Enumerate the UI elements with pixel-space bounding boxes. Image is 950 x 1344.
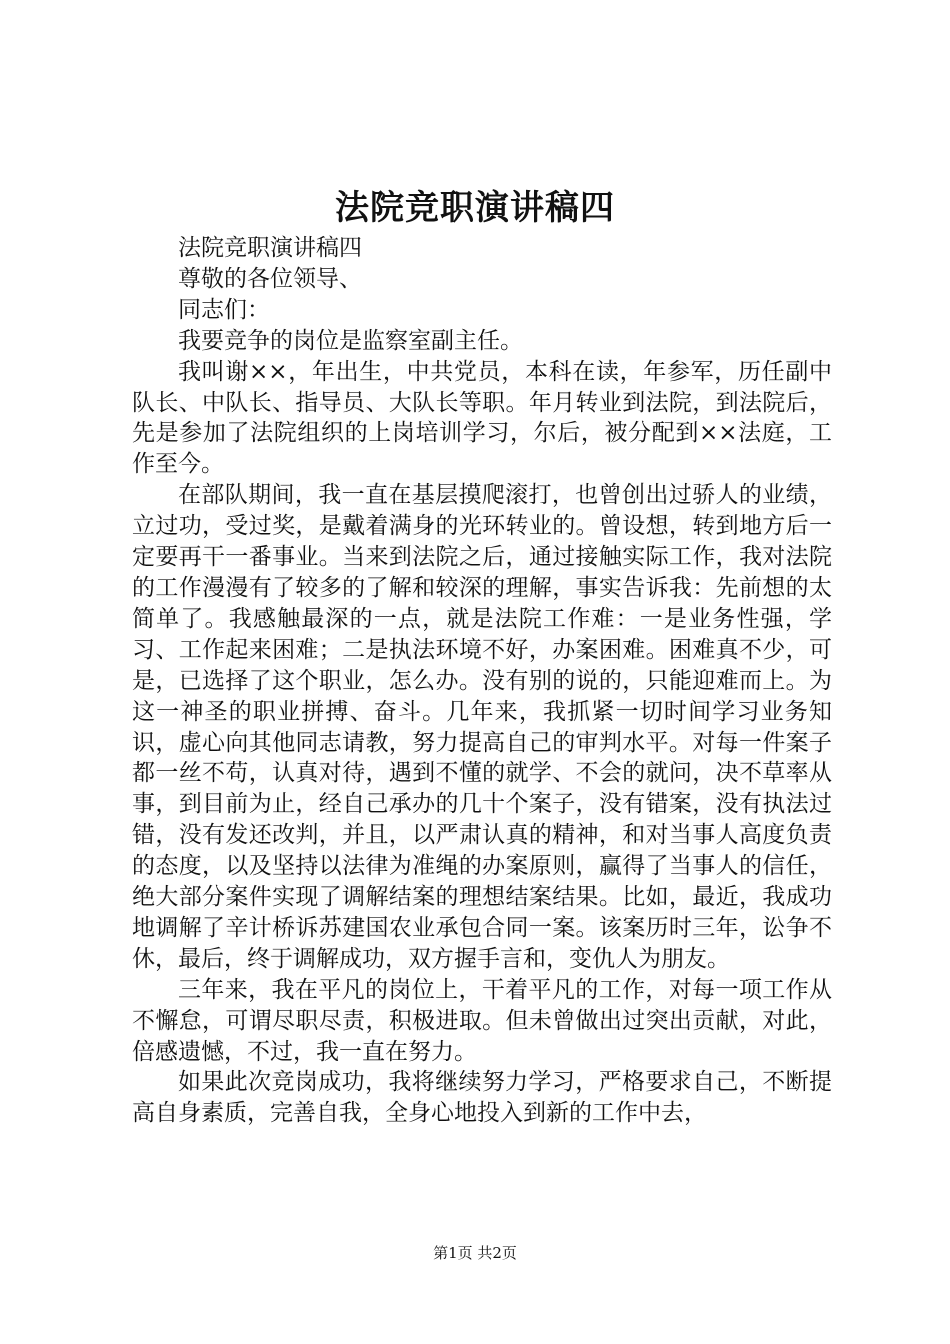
body-paragraph: 法院竞职演讲稿四	[178, 235, 362, 261]
body-paragraph: 我叫谢××，年出生，中共党员，本科在读，年参军，历任副中队长、中队长、指导员、大队长等职。年月转业到法院，到法院后，先是参加了法院组织的上岗培训学习，尔后，被分配到××法庭，工作至今。	[132, 358, 832, 478]
body-paragraph: 同志们：	[178, 296, 270, 323]
document-body	[132, 233, 832, 1129]
document-title: 法院竞职演讲稿四	[335, 188, 615, 228]
body-paragraph: 尊敬的各位领导、	[178, 265, 362, 292]
body-paragraph: 三年来，我在平凡的岗位上，干着平凡的工作，对每一项工作从不懈怠，可谓尽职尽责，积极进取。但未曾做出过突出贡献，对此，倍感遗憾，不过，我一直在努力。	[132, 976, 832, 1065]
page-footer: 第1页 共2页	[433, 1244, 517, 1262]
body-paragraph: 在部队期间，我一直在基层摸爬滚打，也曾创出过骄人的业绩，立过功，受过奖，是戴着满身的光环转业的。曾设想，转到地方后一定要再干一番事业。当来到法院之后，通过接触实际工作，我对法院的工作漫漫有了较多的了解和较深的理解，事实告诉我：先前想的太简单了。我感触最深的一点，就是法院工作难：一是业务性强，学习、工作起来困难；二是执法环境不好，办案困难。困难真不少，可是，已选择了这个职业，怎么办。没有别的说的，只能迎难而上。为这一神圣的职业拼搏、奋斗。几年来，我抓紧一切时间学习业务知识，虚心向其他同志请教，努力提高自己的审判水平。对每一件案子都一丝不苟，认真对待，遇到不懂的就学、不会的就问，决不草率从事，到目前为止，经自己承办的几十个案子，没有错案，没有执法过错，没有发还改判，并且，以严肃认真的精神，和对当事人高度负责的态度，以及坚持以法律为准绳的办案原则，赢得了当事人的信任，绝大部分案件实现了调解结案的理想结案结果。比如，最近，我成功地调解了辛计桥诉苏建国农业承包合同一案。该案历时三年，讼争不休，最后，终于调解成功，双方握手言和，变仇人为朋友。	[132, 482, 832, 972]
body-paragraph: 如果此次竞岗成功，我将继续努力学习，严格要求自己，不断提高自身素质，完善自我，全身心地投入到新的工作中去，	[132, 1069, 832, 1127]
body-paragraph: 我要竞争的岗位是监察室副主任。	[178, 327, 523, 354]
